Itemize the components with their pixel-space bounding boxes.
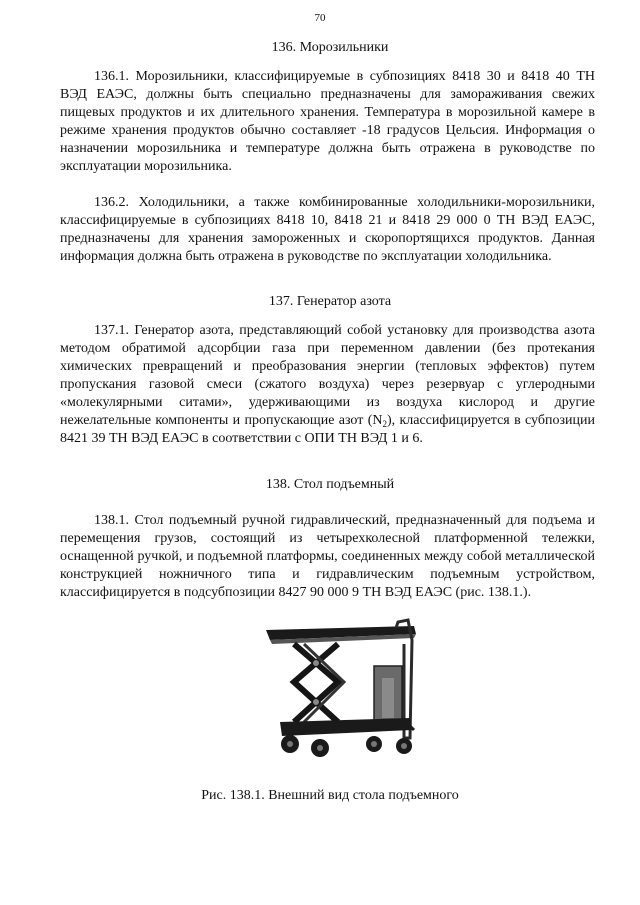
section-heading-lift-table: 138. Стол подъемный: [265, 477, 395, 492]
paragraph-137-1: [60, 322, 595, 448]
paragraph-137-1-subscript: 2: [382, 419, 387, 429]
paragraph-136-2: 136.2. Холодильники, а также комбинированные холодильники-морозильники, классифицируемые в субпозициях 8418 10, 8418 21 и 8418 29 000 0 ТН ВЭД ЕАЭС, предназначены для хранения замороженных и скоропортящихся продуктов. Данная информация должна быть отражена в руководстве по эксплуатации холодильника.: [60, 195, 595, 264]
paragraph-137-1-text-b: ), классифицируется в субпозиции 8421 39 ТН ВЭД ЕАЭС в соответствии с ОПИ ТН ВЭД 1 и 6.: [60, 413, 595, 446]
figure-caption: Рис. 138.1. Внешний вид стола подъемного: [201, 788, 459, 803]
paragraph-138-1: 138.1. Стол подъемный ручной гидравлический, предназначенный для подъема и перемещения грузов, состоящий из четырехколесной платформенной тележки, оснащенной ручкой, и подъемной платформы, соединенных между собой металлической конструкцией ножничного типа и гидравлическим подъемным устройством, классифицируется в подсубпозиции 8427 90 000 9 ТН ВЭД ЕАЭС (рис. 138.1.).: [60, 513, 595, 600]
section-heading-nitrogen-generator: 137. Генератор азота: [268, 294, 392, 309]
hydraulic-lift-table-icon: [264, 618, 416, 762]
section-heading-freezers: 136. Морозильники: [271, 40, 389, 55]
paragraph-137-1-text-a: 137.1. Генератор азота, представляющий собой установку для производства азота методом обратимой адсорбции газа при переменном давлении (без протекания химических превращений и преобразования энергии (тепловых эффектов) путем пропускания газовой смеси (сжатого воздуха) через резервуар с углеродными «молекулярными ситами», удерживающими из воздуха кислород и другие нежелательные компоненты и пропускающие азот (N: [60, 323, 595, 428]
lift-table-figure: [264, 618, 416, 762]
page-number: 70: [314, 12, 326, 24]
paragraph-136-1: 136.1. Морозильники, классифицируемые в субпозициях 8418 30 и 8418 40 ТН ВЭД ЕАЭС, должны быть специально предназначены для замораживания свежих пищевых продуктов и их длительного хранения. Температура в морозильной камере в режиме хранения продуктов обычно составляет -18 градусов Цельсия. Информация о назначении морозильника и температуре должна быть отражена в руководстве по эксплуатации морозильника.: [60, 69, 595, 174]
